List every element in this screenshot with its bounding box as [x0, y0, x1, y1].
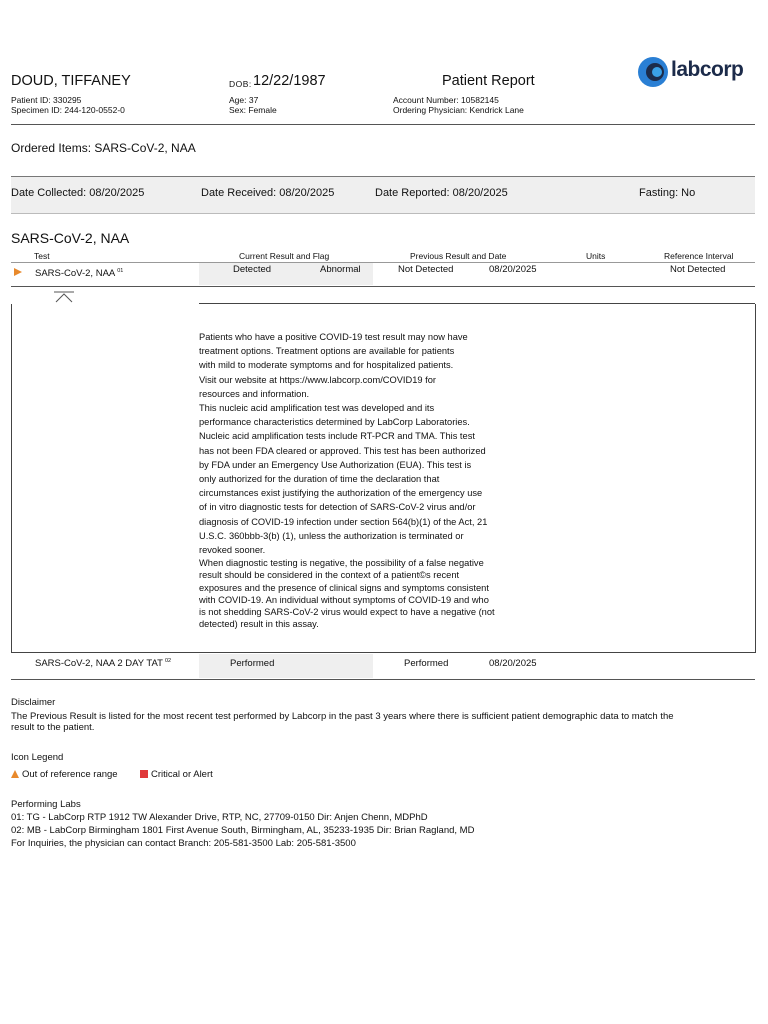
- inquiries: For Inquiries, the physician can contact Branch: 205-581-3500 Lab: 205-581-3500: [11, 838, 356, 849]
- row2-test: [35, 658, 171, 669]
- labcorp-logo-icon: [637, 56, 669, 88]
- dob-label: DOB:: [229, 79, 252, 89]
- col-units: Units: [586, 251, 606, 261]
- col-reference: Reference Interval: [664, 251, 734, 261]
- result-comment: [199, 330, 539, 630]
- legend-title: Icon Legend: [11, 752, 64, 763]
- disclaimer-text-1: The Previous Result is listed for the most recent test performed by Labcorp in the past 3 years where there is sufficient patient demographic data to match the: [11, 711, 674, 722]
- row1-flag: Abnormal: [320, 264, 361, 275]
- row1-previous-date: 08/20/2025: [489, 264, 537, 275]
- account-number: Account Number: 10582145: [393, 95, 499, 105]
- row1-test: [35, 268, 123, 279]
- column-divider: [11, 262, 755, 263]
- row2-previous: Performed: [404, 658, 449, 669]
- patient-age: Age: 37: [229, 95, 259, 105]
- disclaimer-text-2: result to the patient.: [11, 722, 95, 733]
- legend-critical: Critical or Alert: [151, 769, 213, 780]
- logo-wordmark: labcorp: [671, 58, 744, 81]
- patient-sex: Sex: Female: [229, 105, 277, 115]
- date-collected: Date Collected: 08/20/2025: [11, 187, 145, 199]
- row2-test-name: SARS-CoV-2, NAA 2 DAY TAT: [35, 658, 163, 670]
- row1-lab-ref: 01: [117, 268, 124, 274]
- row2-previous-date: 08/20/2025: [489, 658, 537, 669]
- legend-out-of-range: Out of reference range: [22, 769, 118, 780]
- dates-band: [11, 176, 755, 214]
- dob-value: 12/22/1987: [253, 73, 326, 89]
- lab-01: 01: TG - LabCorp RTP 1912 TW Alexander Drive, RTP, NC, 27709-0150 Dir: Anjen Chenn, MDPhD: [11, 812, 428, 823]
- expand-chevron-icon[interactable]: [53, 290, 75, 304]
- patient-name: DOUD, TIFFANEY: [11, 73, 131, 89]
- labs-title: Performing Labs: [11, 799, 81, 810]
- ordered-items: Ordered Items: SARS-CoV-2, NAA: [11, 141, 196, 155]
- labcorp-logo: [637, 56, 757, 90]
- ordering-physician: Ordering Physician: Kendrick Lane: [393, 105, 524, 115]
- row2-divider: [11, 679, 755, 680]
- row2-lab-ref: 02: [164, 658, 172, 664]
- col-test: Test: [34, 251, 50, 261]
- out-of-range-triangle-icon: [11, 770, 19, 778]
- row2-result: Performed: [230, 658, 275, 669]
- col-current-result: Current Result and Flag: [239, 251, 330, 261]
- report-title: Patient Report: [442, 73, 535, 89]
- row1-test-name: SARS-CoV-2, NAA: [35, 268, 116, 280]
- row1-result: Detected: [233, 264, 272, 275]
- critical-square-icon: [140, 770, 148, 778]
- comment-paragraph-1: Patients who have a positive COVID-19 test result may now have treatment options. Treatment options are available for patients with mild to moderate symptoms and for hospitalized patients. Visit our website at https://www.labcorp.com/COVID19 for resources and information. This nucleic acid amplification test was developed and its performance characteristics determined by LabCorp Laboratories. Nucleic acid amplification tests include RT-PCR and TMA. This test has not been FDA cleared or approved. This test has been authorized by FDA under an Emergency Use Authorization (EUA). This test is only authorized for the duration of time the declaration that circumstances exist justifying the authorization of the emergency use of in vitro diagnostic tests for detection of SARS-CoV-2 virus and/or diagnosis of COVID-19 infection under section 564(b)(1) of the Act, 21 U.S.C. 360bbb-3(b) (1), unless the authorization is terminated or revoked sooner.: [199, 332, 488, 556]
- row1-divider: [11, 286, 755, 287]
- date-reported: Date Reported: 08/20/2025: [375, 187, 508, 199]
- col-previous-result: Previous Result and Date: [410, 251, 507, 261]
- patient-id: Patient ID: 330295: [11, 95, 82, 105]
- specimen-id: Specimen ID: 244-120-0552-0: [11, 105, 125, 115]
- disclaimer-title: Disclaimer: [11, 697, 56, 708]
- comment-paragraph-2: When diagnostic testing is negative, the possibility of a false negative result should be considered in the context of a patient©s recent exposures and the presence of clinical signs and symptoms consistent with COVID-19. An individual without symptoms of COVID-19 and who is not shedding SARS-CoV-2 virus would expect to have a negative (not detected) result in this assay.: [199, 558, 495, 630]
- row1-reference: Not Detected: [670, 264, 726, 275]
- result-cell-shade-2: [199, 654, 373, 678]
- section-title: SARS-CoV-2, NAA: [11, 230, 130, 246]
- date-received: Date Received: 08/20/2025: [201, 187, 335, 199]
- fasting-status: Fasting: No: [639, 187, 696, 199]
- header-divider: [11, 124, 755, 125]
- row1-previous: Not Detected: [398, 264, 454, 275]
- lab-02: 02: MB - LabCorp Birmingham 1801 First Avenue South, Birmingham, AL, 35233-1935 Dir: Brian Ragland, MD: [11, 825, 475, 836]
- out-of-range-flag-icon: [14, 268, 22, 276]
